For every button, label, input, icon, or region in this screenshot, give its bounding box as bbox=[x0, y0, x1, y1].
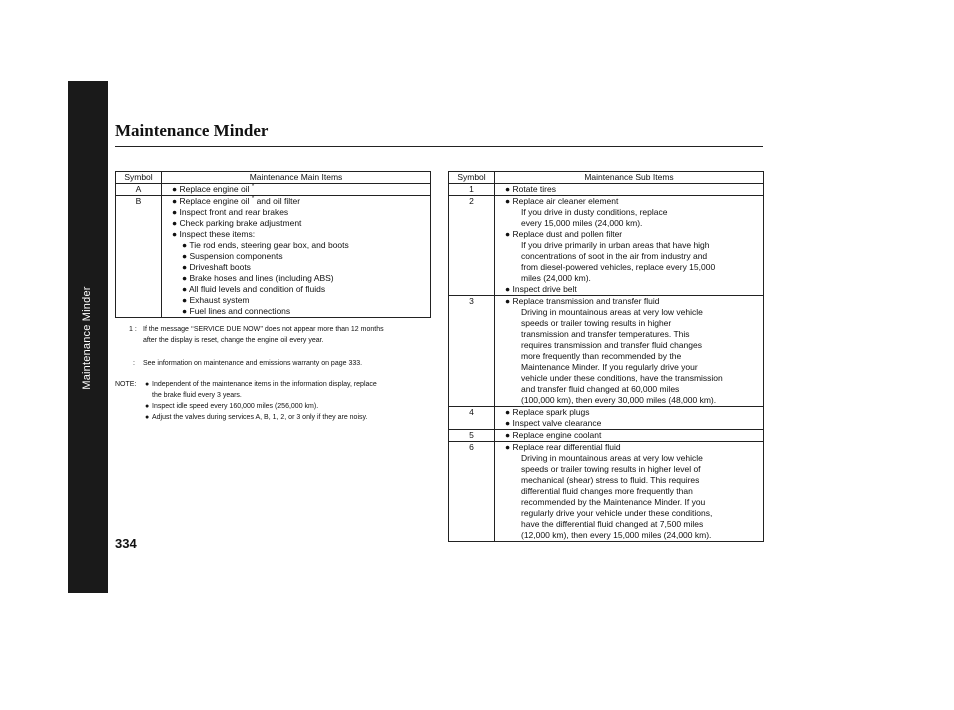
sub-table-header-row bbox=[449, 172, 764, 184]
detail-text: from diesel-powered vehicles, replace every 15,000 bbox=[521, 262, 716, 272]
symbol-cell: 5 bbox=[449, 430, 495, 442]
detail-text: vehicle under these conditions, have the transmission bbox=[521, 373, 723, 383]
detail-text: requires transmission and transfer fluid changes bbox=[521, 340, 702, 350]
detail-text: recommended by the Maintenance Minder. If you bbox=[521, 497, 706, 507]
footnote-2 bbox=[115, 358, 435, 369]
note-item: ● Independent of the maintenance items in the information display, replace the brake fluid every 3 years. bbox=[145, 381, 377, 399]
detail-text: transmission and transfer temperatures. This bbox=[521, 329, 690, 339]
bullet-icon: ● bbox=[505, 184, 511, 194]
note-label: NOTE: bbox=[115, 381, 137, 388]
sub-list-item: ● Fuel lines and connections bbox=[182, 306, 291, 316]
bullet-icon: ● bbox=[505, 442, 511, 452]
sub-list-item: ● Driveshaft boots bbox=[182, 262, 251, 272]
side-tab-label: Maintenance Minder bbox=[81, 286, 93, 390]
bullet-icon: ● bbox=[182, 262, 188, 272]
detail-text: mechanical (shear) stress to fluid. This requires bbox=[521, 475, 700, 485]
main-table-header-row bbox=[116, 172, 431, 184]
bullet-icon: ● bbox=[145, 403, 150, 410]
bullet-icon: ● bbox=[182, 240, 188, 250]
detail-text: differential fluid changes more frequently than bbox=[521, 486, 693, 496]
sub-items-table bbox=[448, 171, 764, 542]
table-row bbox=[449, 407, 764, 430]
footnote-1-mark: 1 : bbox=[129, 326, 137, 333]
bullet-icon: ● bbox=[182, 295, 188, 305]
bullet-icon: ● bbox=[505, 407, 511, 417]
detail-text: more frequently than recommended by the bbox=[521, 351, 682, 361]
detail-text: concentrations of soot in the air from industry and bbox=[521, 251, 708, 261]
detail-text: Driving in mountainous areas at very low vehicle bbox=[521, 307, 703, 317]
sub-list-item: ● Exhaust system bbox=[182, 295, 250, 305]
bullet-icon: ● bbox=[145, 381, 150, 388]
list-item: ● Replace dust and pollen filter bbox=[505, 229, 623, 239]
note-block bbox=[115, 379, 435, 423]
detail-text: miles (24,000 km). bbox=[521, 273, 591, 283]
footnote-marker: * bbox=[251, 196, 255, 203]
items-cell bbox=[495, 184, 764, 196]
detail-text: regularly drive your vehicle under these conditions, bbox=[521, 508, 713, 518]
sub-items-header: Maintenance Sub Items bbox=[495, 172, 764, 184]
page-number: 334 bbox=[115, 536, 137, 551]
sub-list-item: ● Tie rod ends, steering gear box, and boots bbox=[182, 240, 349, 250]
table-row bbox=[449, 184, 764, 196]
bullet-icon: ● bbox=[505, 418, 511, 428]
list-item: ● Replace spark plugs bbox=[505, 407, 590, 417]
list-item: ● Replace rear differential fluid bbox=[505, 442, 621, 452]
list-item: ● Replace engine oil * bbox=[172, 184, 255, 194]
bullet-icon: ● bbox=[172, 196, 178, 206]
bullet-icon: ● bbox=[182, 273, 188, 283]
table-row bbox=[116, 196, 431, 318]
main-items-header: Maintenance Main Items bbox=[162, 172, 431, 184]
bullet-icon: ● bbox=[505, 196, 511, 206]
detail-text: Driving in mountainous areas at very low vehicle bbox=[521, 453, 703, 463]
note-item: ● Adjust the valves during services A, B, 1, 2, or 3 only if they are noisy. bbox=[145, 414, 368, 421]
bullet-icon: ● bbox=[505, 430, 511, 440]
bullet-icon: ● bbox=[182, 306, 188, 316]
bullet-icon: ● bbox=[182, 251, 188, 261]
list-item: ● Replace engine oil * and oil filter bbox=[172, 196, 301, 206]
detail-text: speeds or trailer towing results in higher level of bbox=[521, 464, 701, 474]
title-divider bbox=[115, 146, 763, 147]
list-item: ● Replace air cleaner element bbox=[505, 196, 619, 206]
table-row bbox=[449, 196, 764, 296]
sub-list-item: ● All fluid levels and condition of fluids bbox=[182, 284, 326, 294]
bullet-icon: ● bbox=[172, 207, 178, 217]
footnote-1 bbox=[115, 324, 435, 346]
main-items-table bbox=[115, 171, 431, 318]
table-row bbox=[449, 442, 764, 542]
footnote-text: See information on maintenance and emissions warranty on page 333. bbox=[143, 360, 363, 367]
detail-text: have the differential fluid changed at 7,500 miles bbox=[521, 519, 704, 529]
list-item: ● Inspect these items: bbox=[172, 229, 256, 239]
list-item: ● Rotate tires bbox=[505, 184, 556, 194]
items-cell bbox=[495, 430, 764, 442]
detail-text: Maintenance Minder. If you regularly drive your bbox=[521, 362, 698, 372]
items-cell bbox=[495, 407, 764, 430]
items-cell bbox=[495, 296, 764, 407]
symbol-cell: 2 bbox=[449, 196, 495, 296]
sub-list-item: ● Brake hoses and lines (including ABS) bbox=[182, 273, 334, 283]
detail-text: and transfer fluid changed at 60,000 miles bbox=[521, 384, 680, 394]
bullet-icon: ● bbox=[505, 296, 511, 306]
symbol-cell: 4 bbox=[449, 407, 495, 430]
footnote-marker: * bbox=[251, 184, 255, 191]
list-item: ● Inspect valve clearance bbox=[505, 418, 602, 428]
table-row bbox=[116, 184, 431, 196]
table-row bbox=[449, 296, 764, 407]
symbol-cell: 3 bbox=[449, 296, 495, 407]
list-item: ● Inspect front and rear brakes bbox=[172, 207, 289, 217]
items-cell bbox=[495, 442, 764, 542]
symbol-cell: B bbox=[116, 196, 162, 318]
bullet-icon: ● bbox=[172, 218, 178, 228]
list-item: ● Inspect drive belt bbox=[505, 284, 577, 294]
items-cell bbox=[162, 184, 431, 196]
bullet-icon: ● bbox=[182, 284, 188, 294]
bullet-icon: ● bbox=[145, 414, 150, 421]
footnote-text: If the message ‘‘SERVICE DUE NOW’’ does not appear more than 12 months bbox=[143, 326, 384, 333]
main-symbol-header: Symbol bbox=[116, 172, 162, 184]
bullet-icon: ● bbox=[505, 284, 511, 294]
sub-symbol-header: Symbol bbox=[449, 172, 495, 184]
bullet-icon: ● bbox=[172, 229, 178, 239]
list-item: ● Replace transmission and transfer fluid bbox=[505, 296, 660, 306]
bullet-icon: ● bbox=[505, 229, 511, 239]
symbol-cell: 1 bbox=[449, 184, 495, 196]
page-title: Maintenance Minder bbox=[115, 121, 269, 140]
bullet-icon: ● bbox=[172, 184, 178, 194]
detail-text: (12,000 km), then every 15,000 miles (24,000 km). bbox=[521, 530, 712, 540]
symbol-cell: 6 bbox=[449, 442, 495, 542]
detail-text: (100,000 km), then every 30,000 miles (48,000 km). bbox=[521, 395, 717, 405]
footnote-2-mark: : bbox=[133, 360, 135, 367]
list-item: ● Replace engine coolant bbox=[505, 430, 602, 440]
list-item: ● Check parking brake adjustment bbox=[172, 218, 302, 228]
detail-text: If you drive in dusty conditions, replace bbox=[521, 207, 668, 217]
footnote-text: after the display is reset, change the engine oil every year. bbox=[143, 337, 324, 344]
items-cell bbox=[495, 196, 764, 296]
items-cell bbox=[162, 196, 431, 318]
detail-text: every 15,000 miles (24,000 km). bbox=[521, 218, 643, 228]
footnotes bbox=[115, 324, 435, 423]
note-item: ● Inspect idle speed every 160,000 miles (256,000 km). bbox=[145, 403, 319, 410]
sub-list-item: ● Suspension components bbox=[182, 251, 283, 261]
detail-text: speeds or trailer towing results in higher bbox=[521, 318, 672, 328]
detail-text: If you drive primarily in urban areas that have high bbox=[521, 240, 710, 250]
table-row bbox=[449, 430, 764, 442]
symbol-cell: A bbox=[116, 184, 162, 196]
